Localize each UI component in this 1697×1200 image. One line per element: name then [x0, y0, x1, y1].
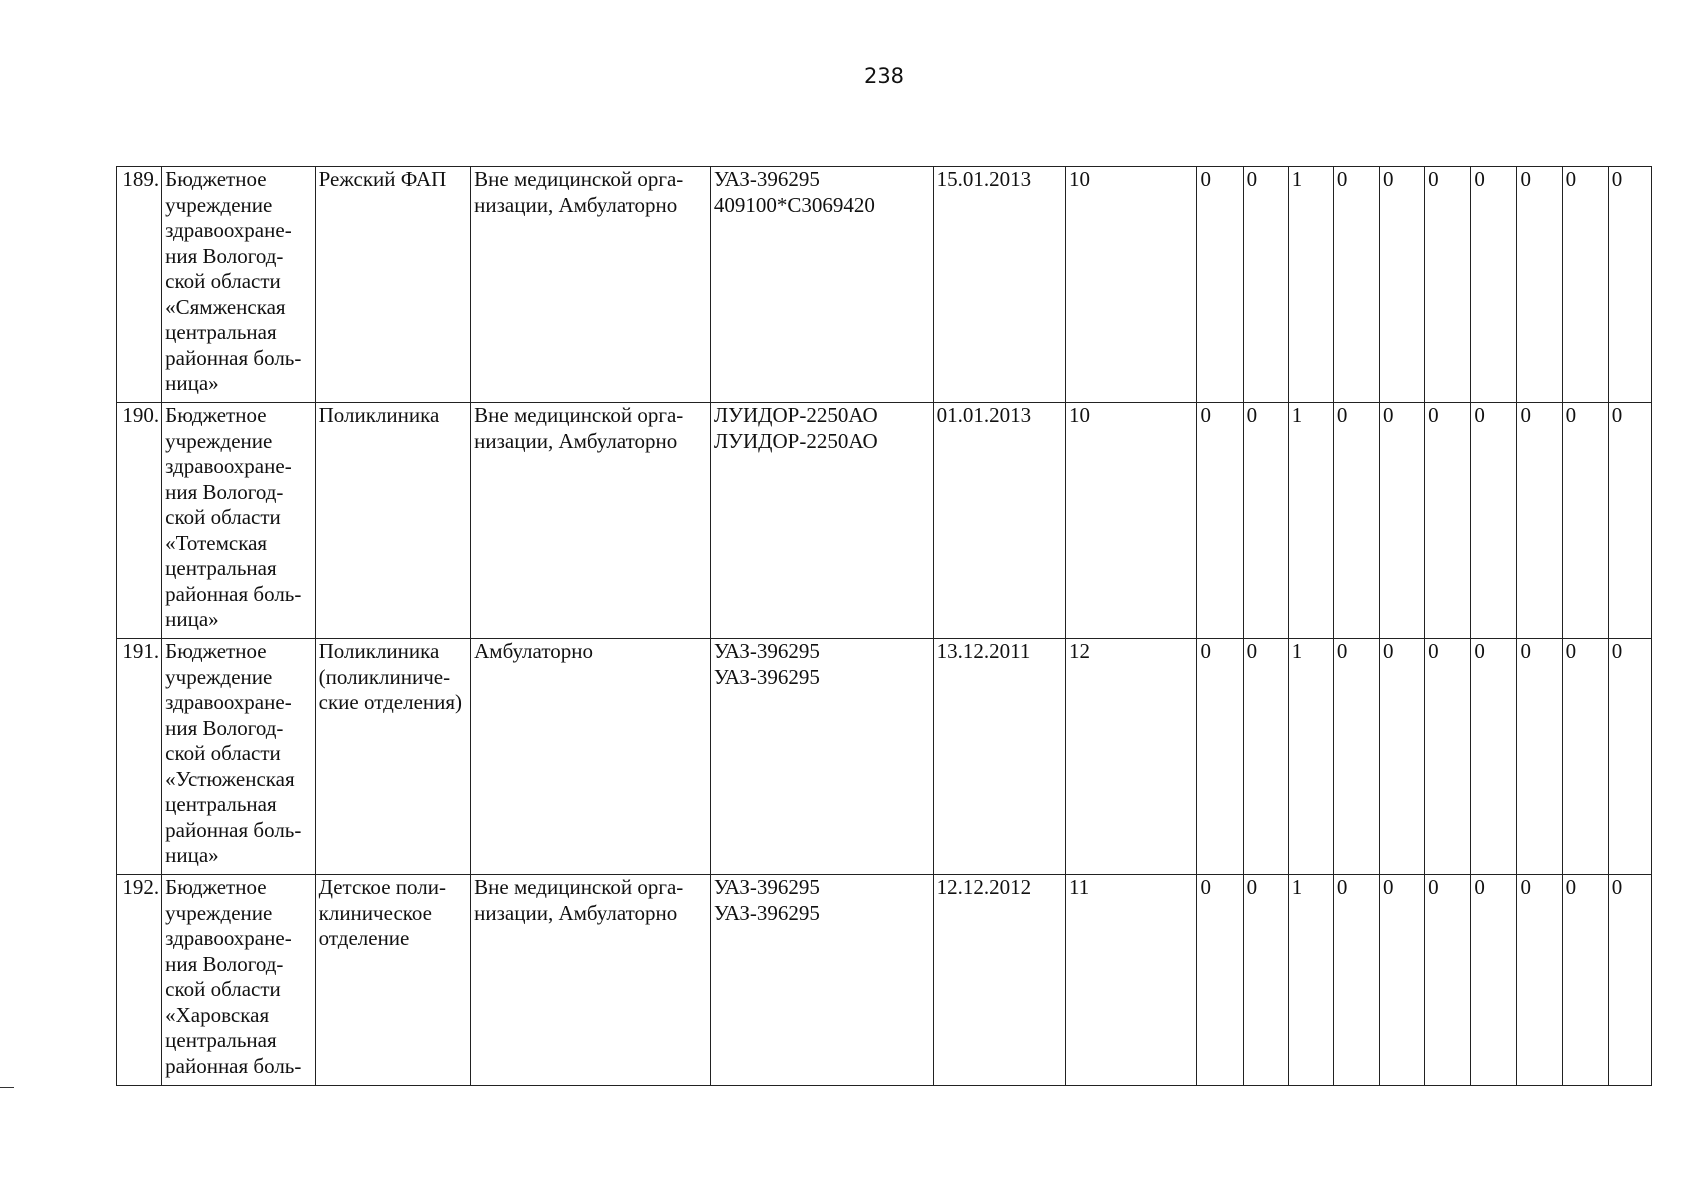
value-cell: 0 — [1333, 875, 1379, 1086]
value-cell: 0 — [1197, 875, 1243, 1086]
department-name: Режский ФАП — [315, 167, 471, 403]
organization-name-line: ской области — [165, 505, 281, 529]
service-years: 10 — [1066, 167, 1197, 403]
organization-name-line: ния Вологод- — [165, 951, 284, 976]
service-conditions: Вне медицинской орга-низации, Амбулаторно — [471, 167, 711, 403]
value-cell: 0 — [1608, 403, 1651, 639]
value-cell: 0 — [1425, 403, 1471, 639]
table-row — [117, 875, 1652, 1086]
registration-date: 13.12.2011 — [933, 639, 1065, 875]
value-cell: 0 — [1197, 167, 1243, 403]
value-cell: 0 — [1471, 639, 1517, 875]
organization-name-line: районная боль- — [165, 817, 302, 842]
value-cell: 0 — [1608, 639, 1651, 875]
table-row — [117, 639, 1652, 875]
service-years: 11 — [1066, 875, 1197, 1086]
department-name: Поликлиника (поликлиниче-ские отделения) — [315, 639, 471, 875]
value-cell: 0 — [1562, 403, 1608, 639]
organization-name-line: учреждение — [165, 192, 273, 217]
registration-date: 15.01.2013 — [933, 167, 1065, 403]
organization-name-line: «Сямженская — [165, 294, 286, 319]
registration-date: 01.01.2013 — [933, 403, 1065, 639]
organization-name-line: районная боль- — [165, 1053, 302, 1078]
value-cell: 1 — [1288, 639, 1333, 875]
organization-name-line: Бюджетное — [165, 639, 267, 663]
organization-name-line: ской области — [165, 977, 281, 1001]
department-name: Поликлиника — [315, 403, 471, 639]
table-row — [117, 403, 1652, 639]
value-cell: 0 — [1333, 167, 1379, 403]
organization-name-line: Бюджетное — [165, 875, 267, 899]
value-cell: 0 — [1243, 403, 1288, 639]
value-cell: 0 — [1243, 167, 1288, 403]
organization-name-line: ской области — [165, 269, 281, 293]
value-cell: 0 — [1333, 403, 1379, 639]
value-cell: 0 — [1380, 167, 1425, 403]
value-cell: 0 — [1333, 639, 1379, 875]
row-number: 189. — [117, 167, 162, 403]
organization-name-line: Бюджетное — [165, 167, 267, 191]
value-cell: 0 — [1562, 167, 1608, 403]
value-cell: 1 — [1288, 875, 1333, 1086]
department-name: Детское поли-клиническое отделение — [315, 875, 471, 1086]
value-cell: 0 — [1517, 639, 1562, 875]
value-cell: 0 — [1197, 639, 1243, 875]
organization-name-line: районная боль- — [165, 581, 302, 606]
value-cell: 0 — [1517, 875, 1562, 1086]
organization-name-line: ния Вологод- — [165, 243, 284, 268]
value-cell: 0 — [1517, 167, 1562, 403]
value-cell: 0 — [1197, 403, 1243, 639]
service-conditions: Вне медицинской орга-низации, Амбулаторно — [471, 403, 711, 639]
organization-name-line: центральная — [165, 556, 277, 580]
table-body — [117, 167, 1652, 1086]
organization-name — [162, 167, 316, 403]
vehicle-model: ЛУИДОР-2250АО ЛУИДОР-2250АО — [710, 403, 933, 639]
organization-name-line: «Тотемская — [165, 530, 268, 555]
value-cell: 0 — [1608, 875, 1651, 1086]
value-cell: 0 — [1243, 639, 1288, 875]
organization-name — [162, 403, 316, 639]
value-cell: 0 — [1517, 403, 1562, 639]
organization-name-line: ния Вологод- — [165, 715, 284, 740]
row-number: 192. — [117, 875, 162, 1086]
value-cell: 0 — [1380, 403, 1425, 639]
vehicle-table — [116, 166, 1652, 1086]
row-number: 190. — [117, 403, 162, 639]
organization-name-line: Бюджетное — [165, 403, 267, 427]
organization-name-line: здравоохране- — [165, 218, 292, 242]
organization-name-line: «Устюженская — [165, 766, 295, 791]
organization-name — [162, 875, 316, 1086]
service-years: 10 — [1066, 403, 1197, 639]
organization-name-line: районная боль- — [165, 345, 302, 370]
value-cell: 0 — [1562, 639, 1608, 875]
value-cell: 0 — [1243, 875, 1288, 1086]
organization-name-line: здравоохране- — [165, 454, 292, 478]
registration-date: 12.12.2012 — [933, 875, 1065, 1086]
service-conditions: Амбулаторно — [471, 639, 711, 875]
organization-name-line: учреждение — [165, 900, 273, 925]
service-conditions: Вне медицинской орга-низации, Амбулаторно — [471, 875, 711, 1086]
organization-name-line: учреждение — [165, 428, 273, 453]
vehicle-model: УАЗ-396295 УАЗ-396295 — [710, 639, 933, 875]
organization-name-line: здравоохране- — [165, 690, 292, 714]
value-cell: 0 — [1608, 167, 1651, 403]
organization-name-line: ния Вологод- — [165, 479, 284, 504]
vehicle-model: УАЗ-396295 УАЗ-396295 — [710, 875, 933, 1086]
vehicle-model: УАЗ-396295 409100*C3069420 — [710, 167, 933, 403]
value-cell: 1 — [1288, 403, 1333, 639]
value-cell: 0 — [1380, 639, 1425, 875]
organization-name-line: ница» — [165, 843, 219, 867]
margin-rule — [0, 1087, 14, 1088]
value-cell: 0 — [1471, 403, 1517, 639]
organization-name-line: ница» — [165, 607, 219, 631]
value-cell: 0 — [1562, 875, 1608, 1086]
organization-name-line: учреждение — [165, 664, 273, 689]
organization-name-line: ница» — [165, 371, 219, 395]
value-cell: 0 — [1425, 167, 1471, 403]
service-years: 12 — [1066, 639, 1197, 875]
organization-name-line: ской области — [165, 741, 281, 765]
value-cell: 1 — [1288, 167, 1333, 403]
value-cell: 0 — [1471, 167, 1517, 403]
organization-name — [162, 639, 316, 875]
value-cell: 0 — [1471, 875, 1517, 1086]
page-number: 238 — [863, 64, 905, 88]
table-row — [117, 167, 1652, 403]
organization-name-line: центральная — [165, 320, 277, 344]
value-cell: 0 — [1425, 639, 1471, 875]
row-number: 191. — [117, 639, 162, 875]
organization-name-line: здравоохране- — [165, 926, 292, 950]
value-cell: 0 — [1380, 875, 1425, 1086]
organization-name-line: «Харовская — [165, 1002, 270, 1027]
organization-name-line: центральная — [165, 792, 277, 816]
organization-name-line: центральная — [165, 1028, 277, 1052]
value-cell: 0 — [1425, 875, 1471, 1086]
